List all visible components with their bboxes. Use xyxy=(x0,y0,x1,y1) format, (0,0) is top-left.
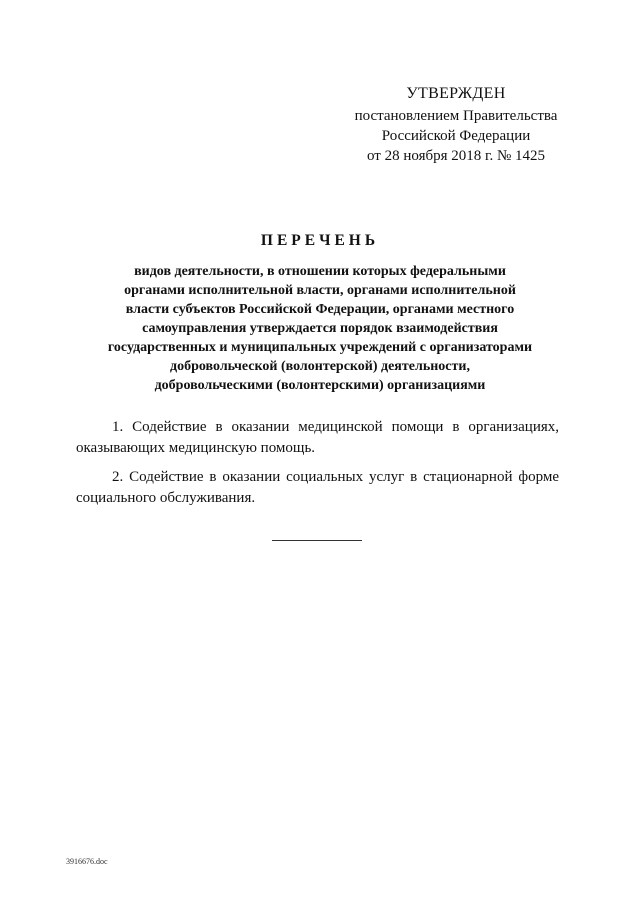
approval-line-2: Российской Федерации xyxy=(381,128,531,144)
list-item-first-line: 1. Содействие в оказании медицинской помощи в организациях, xyxy=(112,419,559,435)
subtitle-line: добровольческими (волонтерскими) организациями xyxy=(154,378,486,393)
subtitle-line: добровольческой (волонтерской) деятельности, xyxy=(170,359,470,374)
approval-block xyxy=(340,84,572,166)
document-file-code: 3916676.doc xyxy=(66,857,108,866)
list-item xyxy=(76,467,559,509)
end-separator-line xyxy=(272,540,362,541)
document-title: ПЕРЕЧЕНЬ xyxy=(260,232,380,249)
approval-line-3: от 28 ноября 2018 г. № 1425 xyxy=(366,148,546,164)
subtitle-line: власти субъектов Российской Федерации, органами местного xyxy=(125,302,515,317)
list-item xyxy=(76,417,559,459)
list-item-continuation: социального обслуживания. xyxy=(76,490,256,506)
subtitle-line: государственных и муниципальных учреждений с организаторами xyxy=(107,340,533,355)
subtitle-line: видов деятельности, в отношении которых федеральными xyxy=(134,264,506,279)
approval-line-1: постановлением Правительства xyxy=(354,108,558,124)
activity-list xyxy=(76,417,559,517)
subtitle-line: самоуправления утверждается порядок взаимодействия xyxy=(142,321,498,336)
list-item-continuation: оказывающих медицинскую помощь. xyxy=(76,440,316,456)
list-item-first-line: 2. Содействие в оказании социальных услуг в стационарной форме xyxy=(112,469,559,485)
document-subtitle xyxy=(70,262,570,395)
subtitle-line: органами исполнительной власти, органами исполнительной xyxy=(124,283,516,298)
approval-heading: УТВЕРЖДЕН xyxy=(406,85,506,102)
